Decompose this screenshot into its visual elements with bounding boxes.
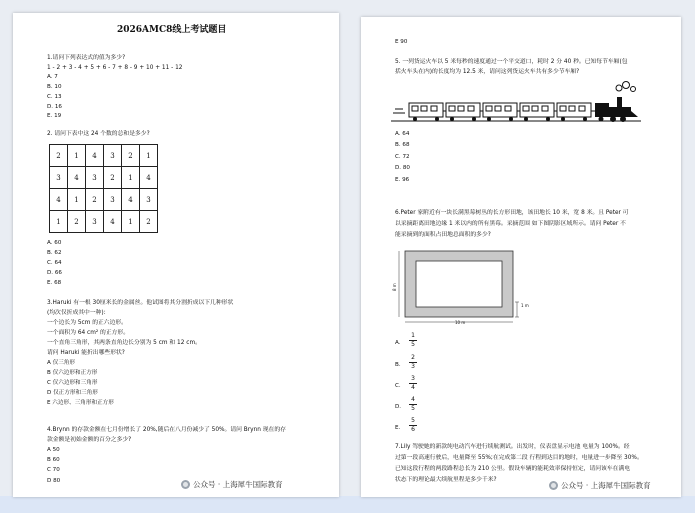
q6-option-a-fraction bbox=[409, 333, 417, 348]
grid-cell: 2 bbox=[104, 167, 122, 189]
q4-line: 款金额是初始金额的百分之多少? bbox=[47, 437, 132, 443]
grid-cell: 3 bbox=[86, 167, 104, 189]
q6-option-b-fraction bbox=[409, 355, 417, 370]
field-width-label: 10 m bbox=[455, 320, 466, 325]
page-title: 2026AMC8线上考试题目 bbox=[117, 25, 227, 35]
q5-option-a: A. 64 bbox=[395, 131, 410, 137]
q4-option-d: D 80 bbox=[47, 478, 61, 484]
blackberry-field-diagram bbox=[395, 247, 525, 327]
q3-option-d: D 仅正方形和三角形 bbox=[47, 390, 98, 396]
exam-page-right bbox=[361, 17, 681, 497]
q6-option-d-fraction bbox=[409, 397, 417, 412]
q6-option-a-letter: A. bbox=[395, 340, 401, 346]
grid-cell: 2 bbox=[86, 189, 104, 211]
q3-option-a: A 仅三角形 bbox=[47, 360, 75, 366]
q1-option-d: D. 16 bbox=[47, 104, 62, 110]
grid-cell: 2 bbox=[50, 145, 68, 167]
grid-cell: 1 bbox=[50, 211, 68, 233]
denominator: 4 bbox=[411, 384, 415, 391]
q4-line: 4.Brynn 的存款金额在七月份增长了 20%,随后在八月份减少了 50%。请问 Brynn 现在的存 bbox=[47, 427, 286, 433]
q3-line: (均次仅折成其中一种): bbox=[47, 310, 106, 316]
q6-line: 6.Peter 家附近有一块长满黑莓树丛的长方形田地，该田地长 10 米，宽 8 米。且 Peter 可 bbox=[395, 210, 629, 216]
grid-cell: 1 bbox=[140, 145, 158, 167]
q6-option-e-letter: E. bbox=[395, 425, 401, 431]
q7-line: 状态下的理论最大续航里程是多少千米? bbox=[395, 477, 497, 483]
q1-option-b: B. 10 bbox=[47, 84, 62, 90]
background-band bbox=[0, 496, 695, 513]
q3-line: 3.Haruki 有一根 30厘米长的金属丝。他试图将其分割折成以下几种形状 bbox=[47, 300, 234, 306]
q6-option-c-fraction bbox=[409, 376, 417, 391]
q3-line: 一个直角三角形，其两条直角边长分别为 5 cm 和 12 cm。 bbox=[47, 340, 201, 346]
q1-stem: 1.请问下列表达式的值为多少? bbox=[47, 55, 126, 61]
q2-option-b: B. 62 bbox=[47, 250, 62, 256]
numerator: 5 bbox=[411, 417, 415, 424]
q1-option-a: A. 7 bbox=[47, 74, 58, 80]
q1-option-c: C. 13 bbox=[47, 94, 62, 100]
q5-line: 括火车头在内)的长度均为 12.5 米，请问这列货运火车共有多少节车厢? bbox=[395, 69, 580, 75]
q4-option-b: B 60 bbox=[47, 457, 60, 463]
q5-option-b: B. 68 bbox=[395, 142, 410, 148]
q4-option-a: A 50 bbox=[47, 447, 60, 453]
grid-cell: 3 bbox=[104, 145, 122, 167]
q6-line: 以采摘距离田地边缘 1 米以内的所有黑莓。采摘范围 如下图阴影区域所示。请问 Peter 不 bbox=[395, 221, 626, 227]
numerator: 3 bbox=[411, 375, 415, 382]
q1-option-e: E. 19 bbox=[47, 113, 62, 119]
q3-line: 一个面积为 64 cm² 的正方形。 bbox=[47, 330, 130, 336]
grid-cell: 4 bbox=[50, 189, 68, 211]
q2-number-grid bbox=[49, 144, 158, 233]
q6-option-c-letter: C. bbox=[395, 383, 401, 389]
q2-stem: 2. 请问下表中这 24 个数的总和是多少? bbox=[47, 131, 150, 137]
grid-cell: 4 bbox=[86, 145, 104, 167]
q3-option-e: E 六边形、三角形和正方形 bbox=[47, 400, 114, 406]
q1-expression: 1 - 2 + 3 - 4 + 5 + 6 - 7 + 8 - 9 + 10 + 11 - 12 bbox=[47, 65, 183, 71]
watermark bbox=[181, 479, 283, 490]
q5-option-e: E. 96 bbox=[395, 177, 410, 183]
q7-line: 7.Lily 驾驶她的新款纯电动汽车进行续航测试。出发时，仪表盘显示电池 电量为 100%。经 bbox=[395, 444, 630, 450]
grid-cell: 2 bbox=[122, 145, 140, 167]
exam-page-left bbox=[13, 13, 339, 497]
q5-option-d: D. 80 bbox=[395, 165, 410, 171]
grid-cell: 4 bbox=[68, 167, 86, 189]
q6-option-e-fraction bbox=[409, 418, 417, 433]
numerator: 4 bbox=[411, 396, 415, 403]
watermark-text: 公众号 · 上海犀牛国际教育 bbox=[193, 480, 283, 489]
denominator: 3 bbox=[411, 363, 415, 370]
q5-line: 5. 一列货运火车以 5 米每秒的速度通过一个平交道口，耗时 2 分 40 秒。已知每节车厢(包 bbox=[395, 59, 628, 65]
grid-cell: 4 bbox=[104, 211, 122, 233]
grid-cell: 3 bbox=[86, 211, 104, 233]
q6-line: 能采摘到的面积占田地总面积的多少? bbox=[395, 232, 491, 238]
grid-cell: 2 bbox=[140, 211, 158, 233]
grid-cell: 2 bbox=[68, 211, 86, 233]
q7-line: 过第一段高速行驶后，电量降至 55%;在完成第二段 行程到达目的地时，电量进一步降至 30%。 bbox=[395, 455, 643, 461]
q4-option-e: E 90 bbox=[395, 39, 408, 45]
grid-cell: 1 bbox=[68, 189, 86, 211]
q6-option-b-letter: B. bbox=[395, 362, 401, 368]
wechat-icon bbox=[549, 481, 558, 490]
denominator: 6 bbox=[411, 426, 415, 433]
q2-option-d: D. 66 bbox=[47, 270, 62, 276]
denominator: 5 bbox=[411, 405, 415, 412]
numerator: 2 bbox=[411, 354, 415, 361]
grid-cell: 3 bbox=[140, 189, 158, 211]
freight-train-illustration bbox=[391, 81, 651, 129]
q3-option-b: B 仅六边形和正方形 bbox=[47, 370, 98, 376]
watermark-text: 公众号 · 上海犀牛国际教育 bbox=[561, 481, 651, 490]
grid-cell: 4 bbox=[140, 167, 158, 189]
q3-line: 一个边长为 5cm 的正六边形。 bbox=[47, 320, 127, 326]
grid-cell: 3 bbox=[104, 189, 122, 211]
grid-cell: 1 bbox=[68, 145, 86, 167]
grid-cell: 3 bbox=[50, 167, 68, 189]
border-width-label: 1 m bbox=[521, 303, 529, 308]
wechat-icon bbox=[181, 480, 190, 489]
numerator: 1 bbox=[411, 332, 415, 339]
q2-option-e: E. 68 bbox=[47, 280, 62, 286]
q5-option-c: C. 72 bbox=[395, 154, 410, 160]
q3-option-c: C 仅六边形和三角形 bbox=[47, 380, 98, 386]
denominator: 5 bbox=[411, 341, 415, 348]
grid-cell: 1 bbox=[122, 211, 140, 233]
watermark bbox=[549, 480, 651, 491]
q7-line: 已知这段行程的两段路程总长为 210 公里。假设车辆的能耗效率保持恒定，请问该车在满电 bbox=[395, 466, 631, 472]
q3-line: 请问 Haruki 能折出哪些形状? bbox=[47, 350, 125, 356]
q2-option-c: C. 64 bbox=[47, 260, 62, 266]
q2-option-a: A. 60 bbox=[47, 240, 62, 246]
grid-cell: 4 bbox=[122, 189, 140, 211]
field-height-label: 8 m bbox=[392, 283, 397, 291]
grid-cell: 1 bbox=[122, 167, 140, 189]
q4-option-c: C 70 bbox=[47, 467, 60, 473]
q6-option-d-letter: D. bbox=[395, 404, 402, 410]
